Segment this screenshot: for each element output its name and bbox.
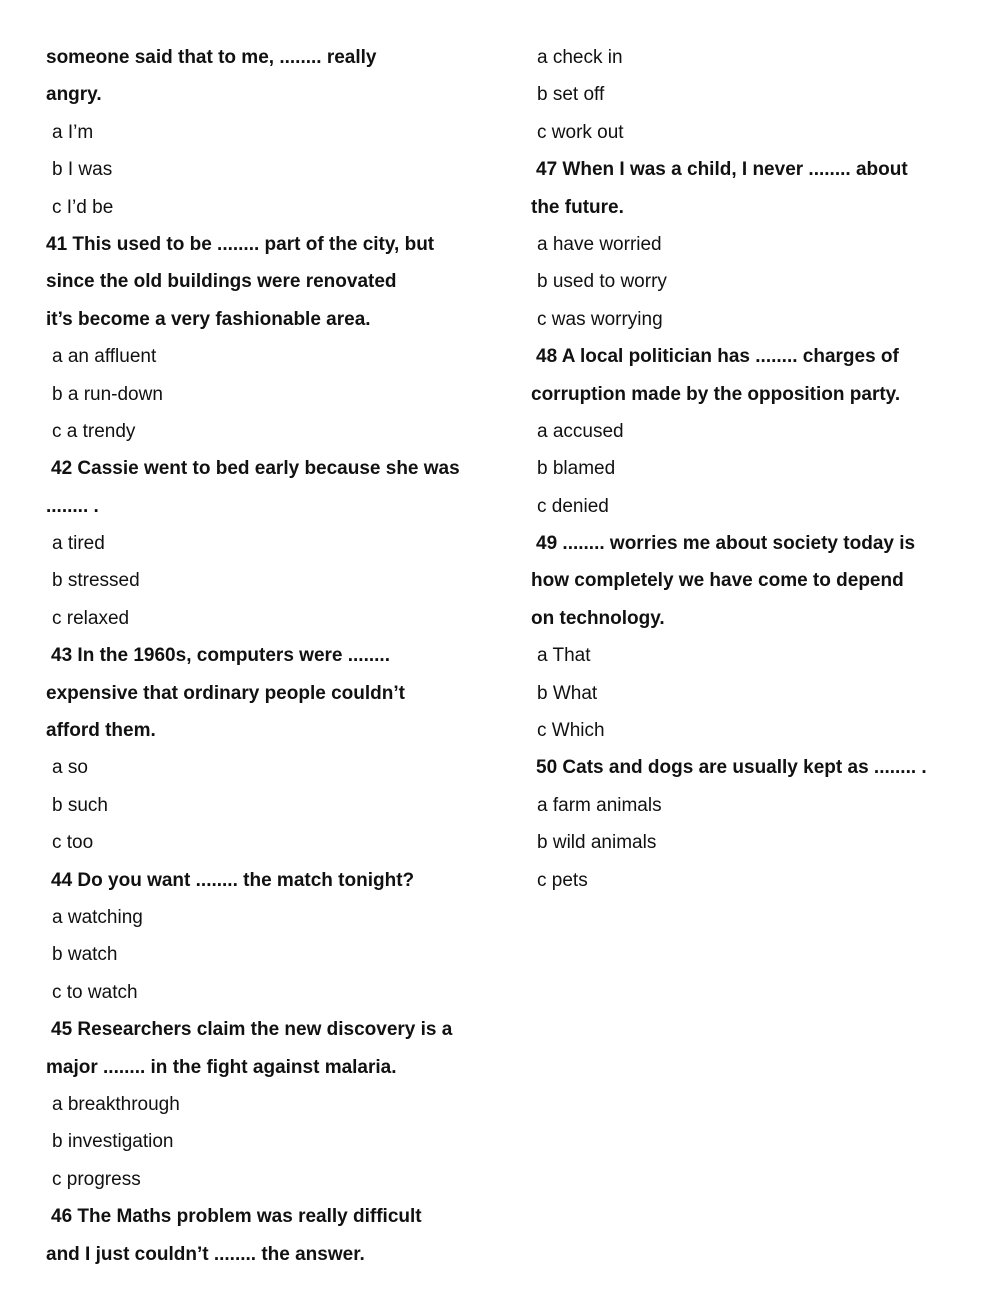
question-text: 44 Do you want ........ the match tonight? [51,869,415,891]
answer-option: b set off [537,84,605,106]
answer-option: c relaxed [52,607,130,629]
answer-option: b watch [52,944,118,966]
answer-option: a an affluent [52,346,157,368]
answer-option: b stressed [52,570,140,592]
question-text: 41 This used to be ........ part of the city, but [46,233,435,255]
answer-option: a accused [537,420,624,442]
answer-option: a check in [537,47,623,68]
answer-option: a watching [52,906,143,928]
question-text: 48 A local politician has ........ charges of [536,346,899,368]
answer-option: c a trendy [52,420,136,442]
question-text: it’s become a very fashionable area. [46,308,371,330]
answer-option: a have worried [537,233,662,255]
question-text: since the old buildings were renovated [46,271,397,293]
question-text: and I just couldn’t ........ the answer. [46,1243,365,1265]
answer-option: b I was [52,159,113,181]
question-text: the future. [531,196,624,218]
answer-option: c I’d be [52,196,114,218]
question-text: ........ . [46,495,99,517]
answer-option: a That [537,645,591,667]
question-text: 46 The Maths problem was really difficult [51,1206,422,1228]
question-text: how completely we have come to depend [531,570,904,592]
answer-option: c was worrying [537,308,663,330]
answer-option: a breakthrough [52,1093,180,1115]
question-text: 45 Researchers claim the new discovery is a [51,1019,453,1041]
answer-option: a tired [52,533,105,555]
answer-option: b blamed [537,458,616,480]
answer-option: b What [537,682,598,704]
answer-option: c to watch [52,981,138,1003]
question-text: expensive that ordinary people couldn’t [46,682,405,704]
answer-option: a so [52,757,88,779]
answer-option: c work out [537,121,624,143]
question-text: 50 Cats and dogs are usually kept as ........ . [536,757,927,779]
answer-option: a I’m [52,121,94,143]
answer-option: b wild animals [537,832,657,854]
answer-option: c denied [537,495,609,517]
question-text: 42 Cassie went to bed early because she was [51,458,460,480]
question-text: 49 ........ worries me about society today is [536,533,916,555]
answer-option: b a run-down [52,383,163,405]
right-column [531,39,981,899]
answer-option: c pets [537,869,588,891]
question-text: angry. [46,84,102,106]
left-column [46,39,496,1273]
answer-option: b investigation [52,1131,174,1153]
question-text: 43 In the 1960s, computers were ........ [51,645,390,667]
question-text: afford them. [46,720,156,742]
answer-option: b used to worry [537,271,667,293]
question-text: on technology. [531,607,665,629]
question-text: 47 When I was a child, I never ........ about [536,159,908,181]
answer-option: b such [52,794,108,816]
answer-option: c Which [537,720,605,742]
answer-option: c progress [52,1168,141,1190]
question-text: someone said that to me, ........ really [46,47,377,68]
question-text: corruption made by the opposition party. [531,383,901,405]
answer-option: c too [52,832,94,854]
answer-option: a farm animals [537,794,662,816]
question-text: major ........ in the fight against malaria. [46,1056,397,1078]
